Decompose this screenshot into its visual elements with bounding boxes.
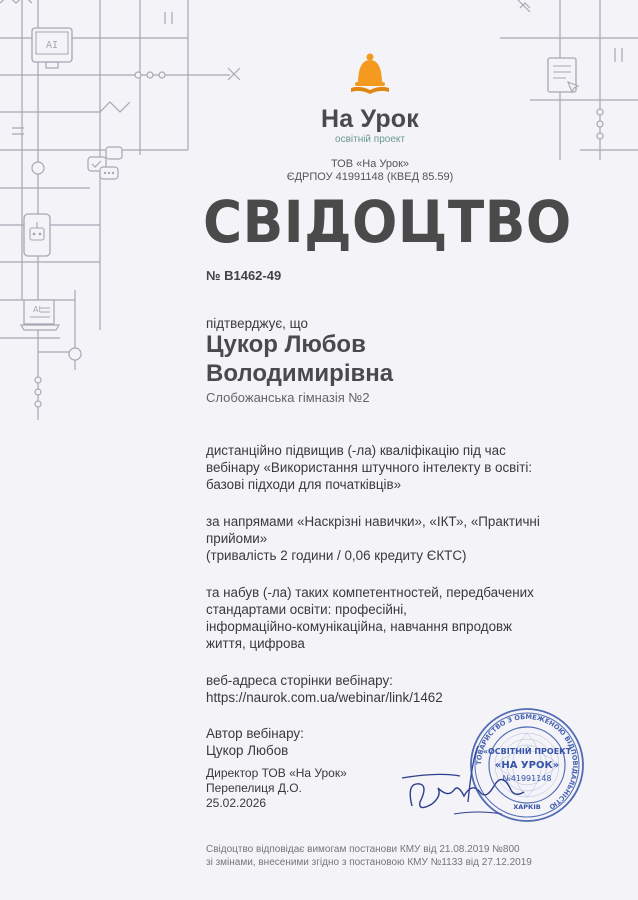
director-block — [206, 766, 347, 811]
competencies-paragraph — [206, 584, 586, 652]
competencies-line: інформаційно-комунікаційна, навчання впродовж — [206, 619, 512, 634]
recipient-name — [206, 330, 586, 388]
brand-logo — [300, 52, 440, 145]
directions-paragraph — [206, 513, 586, 564]
directions-line: (тривалість 2 години / 0,06 кредиту ЄКТС) — [206, 548, 467, 563]
author-label: Автор вебінару: — [206, 726, 304, 741]
competencies-line: стандартами освіти: професійні, — [206, 602, 407, 617]
svg-text:AI: AI — [33, 305, 41, 314]
confirms-text: підтверджує, що — [206, 316, 308, 331]
certificate-title: СВІДОЦТВО — [203, 188, 572, 256]
stamp-outer-text: ТОВАРИСТВО З ОБМЕЖЕНОЮ ВІДПОВІДАЛЬНІСТЮ — [474, 712, 580, 811]
author-name: Цукор Любов — [206, 743, 289, 758]
ai-laptop-icon — [20, 298, 60, 334]
svg-text:AI: AI — [45, 40, 59, 51]
chat-likes-icon — [86, 145, 126, 181]
certificate-number: № В1462-49 — [206, 268, 282, 283]
director-label: Директор ТОВ «На Урок» — [206, 766, 347, 780]
qualification-line: базові підходи для початківців» — [206, 477, 402, 492]
organization-name: ТОВ «На Урок» — [330, 158, 410, 170]
organization-code: ЄДРПОУ 41991148 (КВЕД 85.59) — [286, 171, 454, 183]
webinar-url-link[interactable]: https://naurok.com.ua/webinar/link/1462 — [206, 690, 443, 705]
brand-tagline: освітній проект — [335, 134, 405, 145]
stamp-line1: «ОСВІТНІЙ ПРОЕКТ — [482, 747, 572, 756]
school-name: Слобожанська гімназія №2 — [206, 390, 370, 405]
ai-monitor-icon — [30, 26, 74, 72]
stamp-city: ХАРКІВ — [513, 803, 541, 811]
qualification-line: вебінару «Використання штучного інтелекту в освіті: — [206, 460, 533, 475]
competencies-line: та набув (-ла) таких компетентностей, передбачених — [206, 585, 534, 600]
issue-date: 25.02.2026 — [206, 796, 267, 810]
footer-line: зі змінами, внесеними згідно з постановою КМУ №1133 від 27.12.2019 — [206, 857, 532, 868]
directions-line: за напрямами «Наскрізні навички», «ІКТ», «Практичні — [206, 514, 540, 529]
legal-footer — [206, 843, 532, 869]
directions-line: прийоми» — [206, 531, 268, 546]
footer-line: Свідоцтво відповідає вимогам постанови КМУ від 21.08.2019 №800 — [206, 844, 520, 855]
recipient-name-line1: Цукор Любов — [206, 331, 366, 358]
brand-name: На Урок — [321, 105, 419, 133]
stamp-line2: «НА УРОК» — [494, 760, 560, 771]
director-name: Перепелиця Д.О. — [206, 781, 302, 795]
webinar-url-block — [206, 672, 586, 706]
competencies-line: життя, цифрова — [206, 636, 305, 651]
webinar-url-label: веб-адреса сторінки вебінару: — [206, 673, 393, 688]
stamp-code: №41991148 — [502, 774, 552, 783]
recipient-name-line2: Володимирівна — [206, 360, 394, 387]
bell-book-logo-icon — [348, 52, 392, 98]
official-stamp — [468, 706, 586, 824]
document-cursor-icon — [546, 56, 582, 96]
qualification-line: дистанційно підвищив (-ла) кваліфікацію під час — [206, 443, 506, 458]
robot-phone-icon — [22, 212, 52, 258]
qualification-paragraph — [206, 442, 586, 493]
